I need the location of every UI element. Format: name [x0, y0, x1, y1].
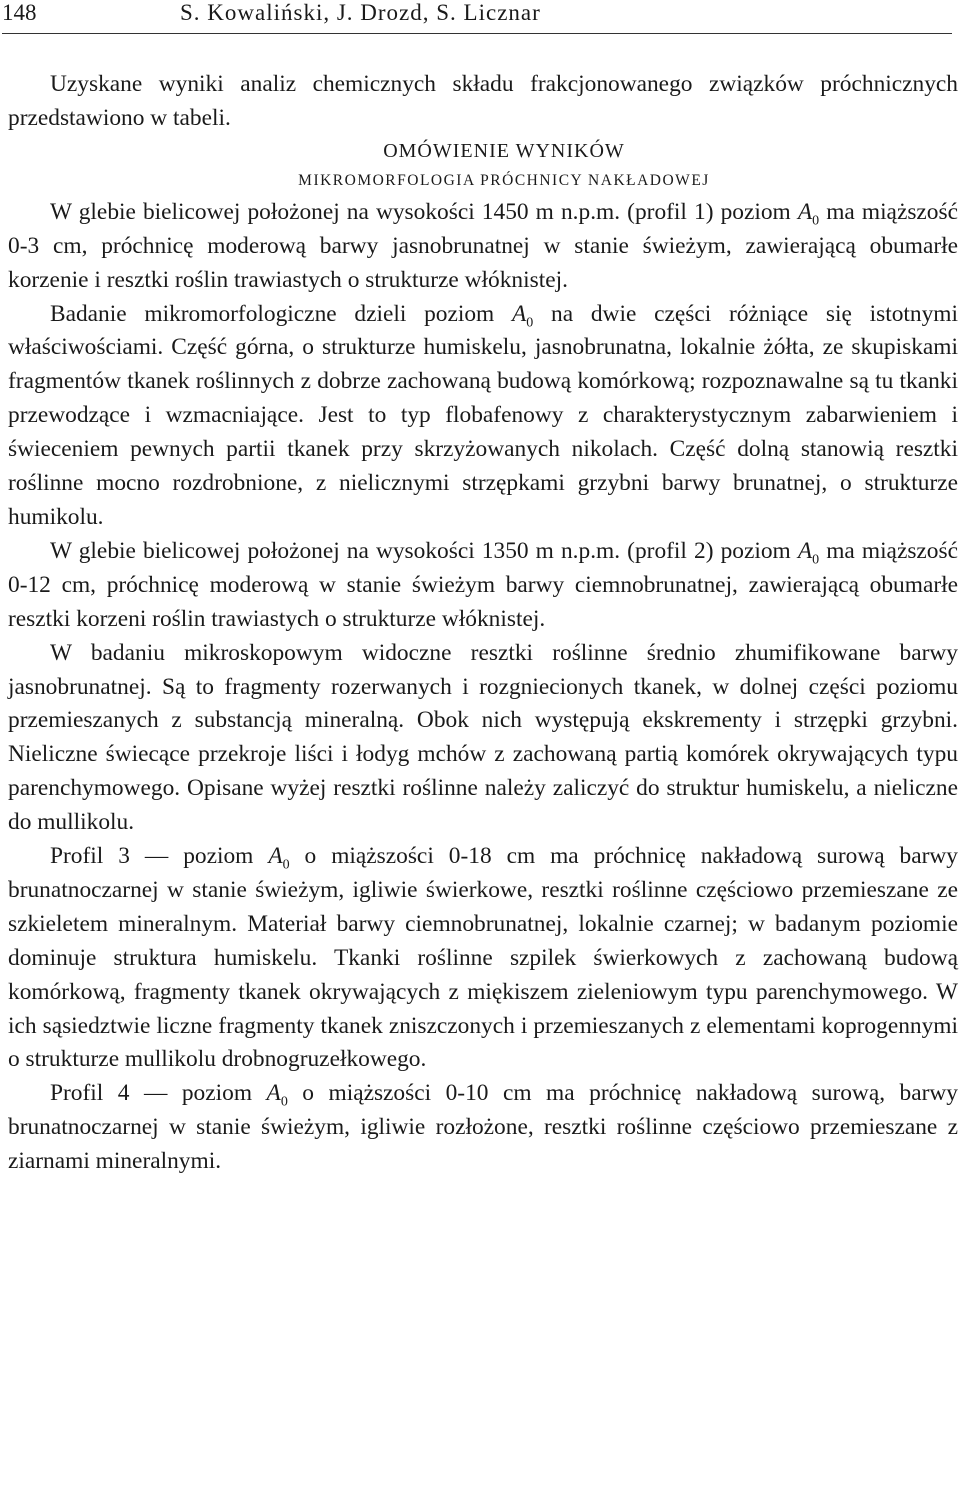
horizon-symbol: A [797, 537, 813, 564]
paragraph-profile-3 [8, 840, 958, 1077]
paragraph-micromorphology-1 [8, 298, 958, 535]
horizon-subscript: 0 [812, 552, 820, 568]
running-head: S. Kowaliński, J. Drozd, S. Licznar [180, 0, 541, 25]
horizon-subscript: 0 [812, 213, 820, 229]
paragraph-text: o miąższości 0-10 cm ma próchnicę nakładową surową, barwy brunatnoczarnej w stanie świeżym, igliwie rozłożone, resztki roślinne częściowo przemieszane z ziarnami mineralnymi. [8, 1080, 958, 1175]
paragraph-text: Profil 4 — poziom [50, 1080, 267, 1107]
section-title: OMÓWIENIE WYNIKÓW [383, 139, 625, 162]
paragraph-profile-4 [8, 1077, 958, 1179]
horizon-subscript: 0 [282, 857, 290, 873]
paragraph-text: Profil 3 — poziom [50, 843, 269, 870]
horizon-subscript: 0 [526, 315, 534, 331]
horizon-symbol: A [266, 1080, 281, 1107]
horizon-symbol: A [268, 843, 283, 870]
paragraph-microscopy-2: W badaniu mikroskopowym widoczne resztki roślinne średnio zhumifikowane barwy jasnobrunatnej. Są to fragmenty rozerwanych i rozgniecionych tkanek, w dolnej części poziomu przemieszanych z substancją mineralną. Obok nich występują ekskrementy i strzępki grzybni. Nieliczne świecące przekroje liści i łodyg mchów z zachowaną partią komórek okrywających typu parenchymowego. Opisane wyżej resztki roślinne należy zaliczyć do struktur humiskelu, a nieliczne do mullikolu. [8, 639, 958, 836]
paragraph-profile-2 [8, 535, 958, 637]
page-number: 148 [2, 0, 37, 25]
paragraph-text: W glebie bielicowej położonej na wysokości 1350 m n.p.m. (profil 2) poziom [50, 537, 798, 564]
horizon-subscript: 0 [280, 1095, 288, 1111]
paragraph-profile-1 [8, 196, 958, 298]
article-body [8, 68, 958, 1179]
paragraph-text: o miąższości 0-18 cm ma próchnicę nakładową surową barwy brunatnoczarnej w stanie świeżym, igliwie świerkowe, resztki roślinne częściowo przemieszane ze szkieletem mineralnym. Materiał barwy ciemnobrunatnej, lokalnie czarnej; w badanym poziomie dominuje struktura humiskelu. Tkanki roślinne szpilek świerkowych z zachowaną budową komórkową, fragmenty tkanek okrywających z miękiszem zieleniowym typu parenchymowego. W ich sąsiedztwie liczne fragmenty tkanek zniszczonych i przemieszanych z elementami koprogennymi o strukturze mullikolu drobnogruzełkowego. [8, 843, 958, 1073]
horizon-symbol: A [797, 198, 813, 225]
subsection-title: MIKROMORFOLOGIA PRÓCHNICY NAKŁADOWEJ [298, 171, 710, 189]
intro-paragraph: Uzyskane wyniki analiz chemicznych składu frakcjonowanego związków próchnicznych przedstawiono w tabeli. [8, 71, 958, 131]
paragraph-text: W glebie bielicowej położonej na wysokości 1450 m n.p.m. (profil 1) poziom [50, 198, 798, 225]
paragraph-text: ma miąższość 0-12 cm, próchnicę moderową w stanie świeżym barwy ciemnobrunatnej, zawierającą obumarłe resztki korzeni roślin trawiastych o strukturze włóknistej. [8, 537, 958, 632]
paragraph-text: Badanie mikromorfologiczne dzieli poziom [50, 300, 512, 327]
header-rule [2, 33, 952, 34]
paragraph-text: na dwie części różniące się istotnymi właściwościami. Część górna, o strukturze humiskelu, jasnobrunatna, lokalnie żółta, ze skupiskami fragmentów tkanek roślinnych z dobrze zachowaną budową komórkową; rozpoznawalne są tu tkanki przewodzące i wzmacniające. Jest to typ flobafenowy z charakterystycznym zabarwieniem i świeceniem pewnych partii tkanek przy skrzyżowanych nikolach. Część dolną stanowią resztki roślinne mocno rozdrobnione, z nielicznymi strzępkami grzybni barwy brunatnej, o strukturze humikolu. [8, 300, 958, 530]
horizon-symbol: A [512, 300, 527, 327]
page-header [2, 0, 952, 34]
paragraph-text: ma miąższość 0-3 cm, próchnicę moderową barwy jasnobrunatnej w stanie świeżym, zawierającą obumarłe korzenie i resztki roślin trawiastych o strukturze włóknistej. [8, 198, 958, 293]
